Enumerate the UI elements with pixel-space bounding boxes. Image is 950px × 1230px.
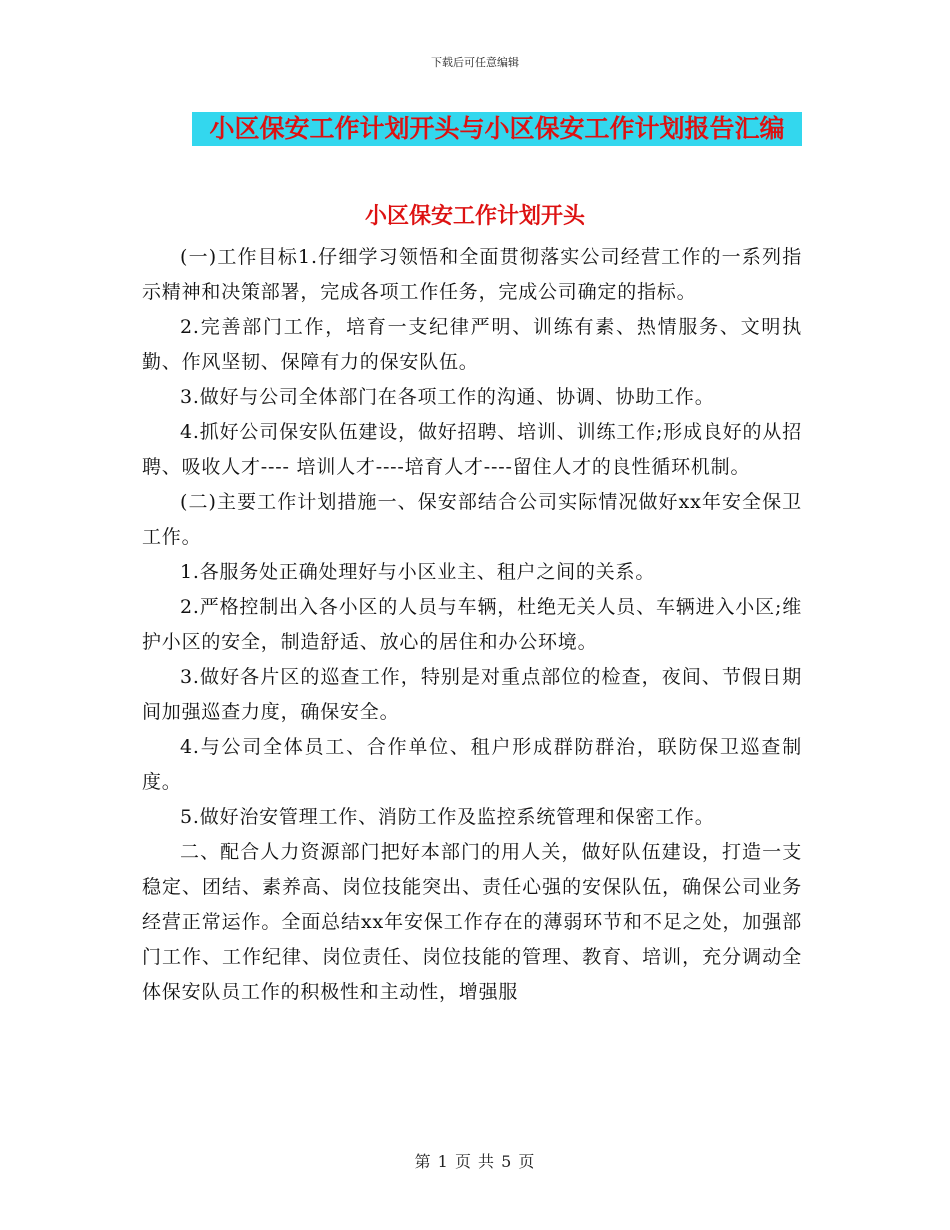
paragraph: 2.严格控制出入各小区的人员与车辆，杜绝无关人员、车辆进入小区;维护小区的安全，制造舒适、放心的居住和办公环境。 bbox=[142, 596, 802, 653]
document-body bbox=[142, 240, 802, 1110]
header-note: 下载后可任意编辑 bbox=[431, 56, 519, 69]
paragraph: 2.完善部门工作，培育一支纪律严明、训练有素、热情服务、文明执勤、作风坚韧、保障有力的保安队伍。 bbox=[142, 316, 802, 373]
page-number-footer: 第 1 页 共 5 页 bbox=[414, 1152, 536, 1171]
section-title: 小区保安工作计划开头 bbox=[364, 203, 585, 229]
paragraph: 3.做好与公司全体部门在各项工作的沟通、协调、协助工作。 bbox=[180, 386, 715, 408]
paragraph: 4.抓好公司保安队伍建设，做好招聘、培训、训练工作;形成良好的从招聘、吸收人才---- 培训人才----培育人才----留住人才的良性循环机制。 bbox=[142, 421, 802, 478]
paragraph: 3.做好各片区的巡查工作，特别是对重点部位的检查，夜间、节假日期间加强巡查力度，确保安全。 bbox=[142, 666, 802, 723]
paragraph: 1.各服务处正确处理好与小区业主、租户之间的关系。 bbox=[180, 561, 656, 583]
paragraph: (一)工作目标1.仔细学习领悟和全面贯彻落实公司经营工作的一系列指示精神和决策部署，完成各项工作任务，完成公司确定的指标。 bbox=[142, 246, 802, 303]
paragraph: (二)主要工作计划措施一、保安部结合公司实际情况做好xx年安全保卫工作。 bbox=[142, 491, 802, 548]
paragraph: 5.做好治安管理工作、消防工作及监控系统管理和保密工作。 bbox=[180, 806, 715, 828]
paragraph: 二、配合人力资源部门把好本部门的用人关，做好队伍建设，打造一支稳定、团结、素养高、岗位技能突出、责任心强的安保队伍，确保公司业务经营正常运作。全面总结xx年安保工作存在的薄弱环节和不足之处，加强部门工作、工作纪律、岗位责任、岗位技能的管理、教育、培训，充分调动全体保安队员工作的积极性和主动性，增强服 bbox=[142, 841, 802, 1003]
document-title: 小区保安工作计划开头与小区保安工作计划报告汇编 bbox=[192, 112, 802, 146]
paragraph: 4.与公司全体员工、合作单位、租户形成群防群治，联防保卫巡查制度。 bbox=[142, 736, 802, 793]
